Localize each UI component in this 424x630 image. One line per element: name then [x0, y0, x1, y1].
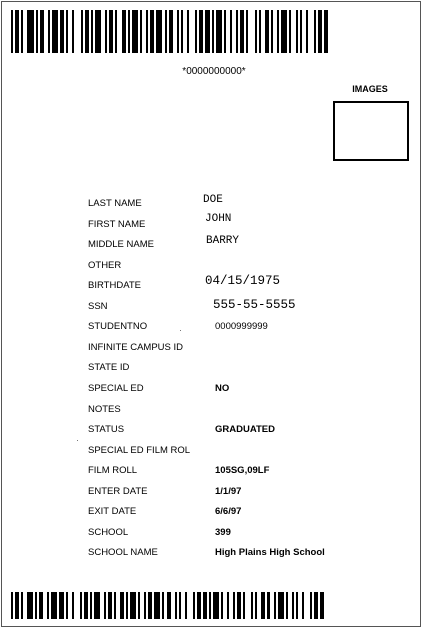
- label-ssn: SSN: [88, 301, 108, 312]
- value-exit-date: 6/6/97: [215, 506, 242, 517]
- barcode-gap: [324, 592, 326, 619]
- value-film-roll: 105SG,09LF: [215, 465, 270, 476]
- label-exit-date: EXIT DATE: [88, 506, 137, 517]
- document-page: [1, 1, 421, 627]
- label-film-roll: FILM ROLL: [88, 465, 138, 476]
- images-label: IMAGES: [352, 84, 388, 94]
- value-school: 399: [215, 527, 231, 538]
- label-special-ed: SPECIAL ED: [88, 383, 144, 394]
- value-school-name: High Plains High School: [215, 547, 325, 558]
- label-first-name: FIRST NAME: [88, 219, 146, 230]
- value-first-name: JOHN: [205, 213, 232, 225]
- label-other: OTHER: [88, 260, 122, 271]
- value-status: GRADUATED: [215, 424, 275, 435]
- barcode-bottom: [11, 592, 327, 619]
- barcode-gap: [328, 10, 330, 53]
- value-middle-name: BARRY: [206, 235, 240, 247]
- barcode-number: *0000000000*: [182, 66, 246, 77]
- label-studentno: STUDENTNO: [88, 321, 148, 332]
- value-birthdate: 04/15/1975: [205, 274, 281, 288]
- scan-speck: [77, 440, 78, 441]
- value-special-ed: NO: [215, 383, 230, 394]
- value-studentno: 0000999999: [215, 321, 268, 332]
- label-special-ed-film-rol: SPECIAL ED FILM ROL: [88, 445, 191, 456]
- label-school: SCHOOL: [88, 527, 129, 538]
- value-last-name: DOE: [203, 194, 223, 206]
- image-placeholder-box: [333, 101, 409, 161]
- label-middle-name: MIDDLE NAME: [88, 239, 154, 250]
- label-enter-date: ENTER DATE: [88, 486, 148, 497]
- label-state-id: STATE ID: [88, 362, 130, 373]
- label-school-name: SCHOOL NAME: [88, 547, 158, 558]
- label-notes: NOTES: [88, 404, 121, 415]
- value-enter-date: 1/1/97: [215, 486, 242, 497]
- value-ssn: 555-55-5555: [213, 298, 296, 312]
- label-last-name: LAST NAME: [88, 198, 142, 209]
- label-status: STATUS: [88, 424, 125, 435]
- label-birthdate: BIRTHDATE: [88, 280, 141, 291]
- scan-speck: [180, 330, 181, 331]
- label-infinite-campus-id: INFINITE CAMPUS ID: [88, 342, 184, 353]
- barcode-top: [11, 10, 331, 53]
